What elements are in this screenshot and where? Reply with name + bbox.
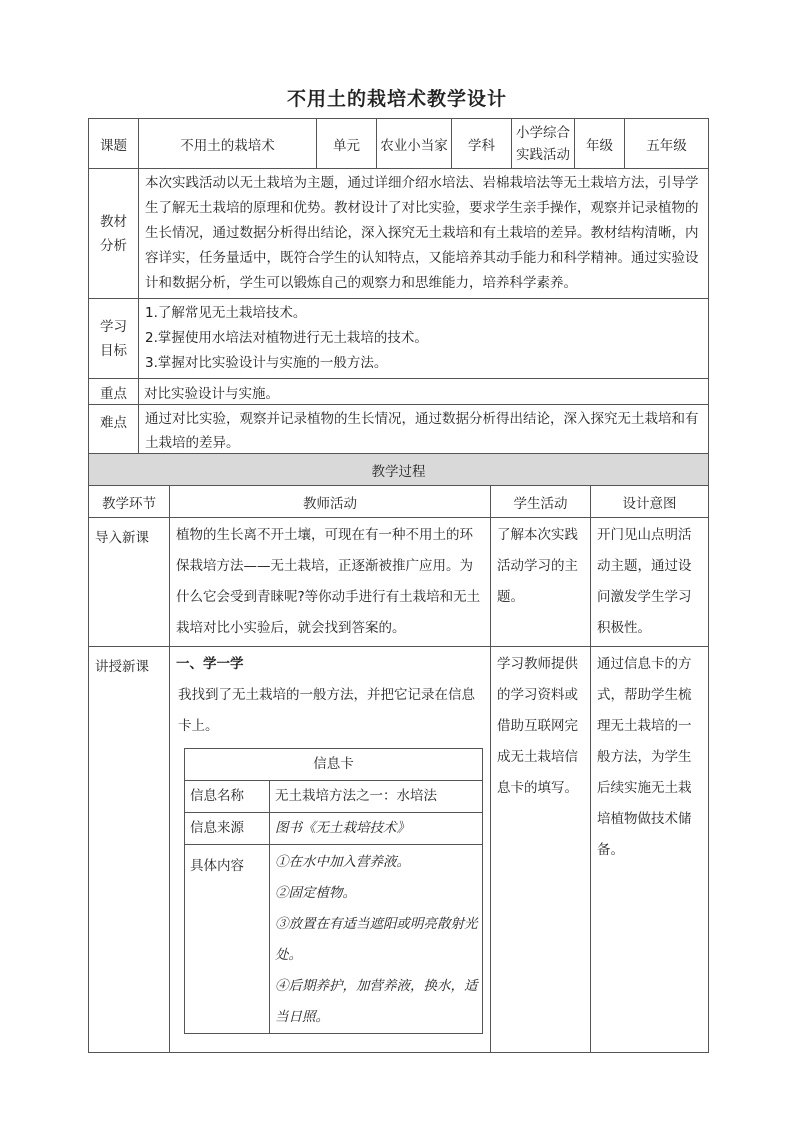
lesson-info-table	[88, 118, 709, 459]
info-source-label: 信息来源	[185, 813, 270, 845]
stage-intro: 导入新课	[89, 518, 170, 647]
info-name-label: 信息名称	[185, 781, 270, 813]
step-item: ②固定植物。	[275, 885, 356, 901]
step-item: ④后期养护，加营养液，换水，适当日照。	[275, 978, 478, 1025]
key-text: 对比实验设计与实施。	[139, 379, 709, 405]
column-header: 学生活动	[491, 486, 591, 518]
process-header: 教学过程	[89, 454, 709, 486]
grade-value: 五年级	[625, 119, 709, 169]
step-item: ①在水中加入营养液。	[275, 854, 410, 870]
column-header: 教师活动	[170, 486, 491, 518]
difficulty-text: 通过对比实验，观察并记录植物的生长情况，通过数据分析得出结论，深入探究无土栽培和有土栽培的差异。	[139, 405, 709, 459]
unit-label: 单元	[317, 119, 377, 169]
goal-item: 1.了解常见无土栽培技术。	[145, 305, 307, 321]
analysis-text: 本次实践活动以无土栽培为主题，通过详细介绍水培法、岩棉栽培法等无土栽培方法，引导学生了解无土栽培的原理和优势。教材设计了对比实验，要求学生亲手操作，观察并记录植物的生长情况，通过数据分析得出结论，深入探究无土栽培和有土栽培的差异。教材结构清晰，内容详实，任务量适中，既符合学生的认知特点，又能培养其动手能力和科学精神。通过实验设计和数据分析，学生可以锻炼自己的观察力和思维能力，培养科学素养。	[139, 169, 709, 299]
page-title: 不用土的栽培术教学设计	[286, 88, 507, 110]
subject-label: 学科	[452, 119, 512, 169]
grade-label: 年级	[575, 119, 625, 169]
lecture-teacher	[170, 647, 491, 1053]
goal-item: 3.掌握对比实验设计与实施的一般方法。	[145, 355, 388, 371]
goals-list	[139, 299, 709, 379]
lecture-student: 学习教师提供的学习资料或借助互联网完成无土栽培信息卡的填写。	[491, 647, 591, 1053]
topic-label: 课题	[89, 119, 139, 169]
info-content-steps	[270, 845, 483, 1034]
intro-intent: 开门见山点明活动主题，通过设问激发学生学习积极性。	[591, 518, 709, 647]
teaching-process-table	[88, 453, 709, 1053]
column-header: 教学环节	[89, 486, 170, 518]
info-card-title: 信息卡	[185, 749, 483, 781]
intro-teacher: 植物的生长离不开土壤，可现在有一种不用土的环保栽培方法——无土栽培，正逐渐被推广应用。为什么它会受到青睐呢?等你动手进行有土栽培和无土栽培对比小实验后，就会找到答案的。	[170, 518, 491, 647]
lecture-text: 我找到了无土栽培的一般方法，并把它记录在信息卡上。	[178, 687, 475, 734]
unit-value: 农业小当家	[377, 119, 452, 169]
intro-student: 了解本次实践活动学习的主题。	[491, 518, 591, 647]
analysis-label: 教材分析	[89, 169, 139, 299]
difficulty-label: 难点	[89, 405, 139, 459]
stage-lecture: 讲授新课	[89, 647, 170, 1053]
lecture-intent: 通过信息卡的方式，帮助学生梳理无土栽培的一般方法，为学生后续实施无土栽培植物做技术储备。	[591, 647, 709, 1053]
topic-value: 不用土的栽培术	[139, 119, 317, 169]
key-label: 重点	[89, 379, 139, 405]
column-header: 设计意图	[591, 486, 709, 518]
subject-value: 小学综合实践活动	[512, 119, 575, 169]
goal-item: 2.掌握使用水培法对植物进行无土栽培的技术。	[145, 330, 428, 346]
step-item: ③放置在有适当遮阳或明亮散射光处。	[275, 916, 478, 963]
info-name-value: 无土栽培方法之一：水培法	[270, 781, 483, 813]
goals-label: 学习目标	[89, 299, 139, 379]
lecture-heading: 一、学一学	[176, 656, 244, 672]
info-source-value: 图书《无土栽培技术》	[270, 813, 483, 845]
info-card	[184, 748, 483, 1034]
info-content-label: 具体内容	[185, 845, 270, 1034]
